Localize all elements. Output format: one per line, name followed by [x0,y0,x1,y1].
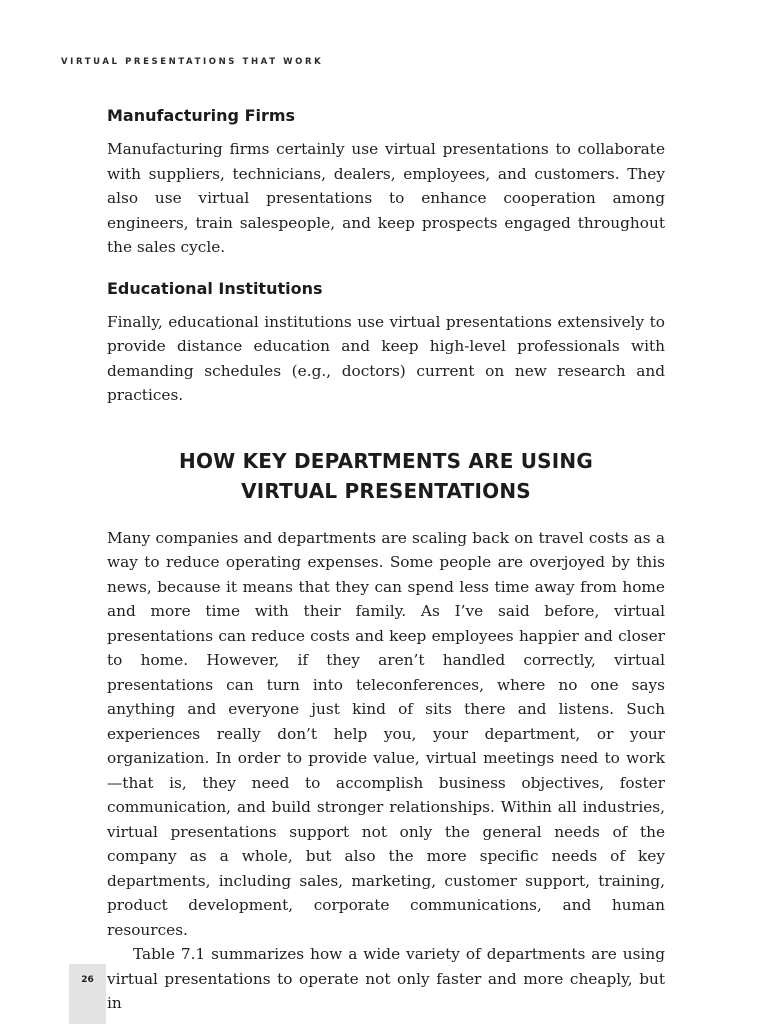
page-number: 26 [81,975,94,985]
manufacturing-paragraph: Manufacturing firms certainly use virtual presentations to collaborate with suppliers, technicians, dealers, employees, and customers. They also use virtual presentations to enhance cooperation among engineers, train salespeople, and keep prospects engaged throughout the sales cycle. [107,140,665,256]
page-number-tab [69,964,106,1024]
educational-heading: Educational Institutions [107,278,323,298]
section-title [107,446,665,506]
manufacturing-heading: Manufacturing Firms [107,106,296,125]
section-title-line-1: HOW KEY DEPARTMENTS ARE USING [179,448,593,473]
running-head: VIRTUAL PRESENTATIONS THAT WORK [61,57,324,67]
body-paragraph: Many companies and departments are scaling back on travel costs as a way to reduce operating expenses. Some people are overjoyed by this news, because it means that they can spend less time away from home and more time with their family. As I’ve said before, virtual presentations can reduce costs and keep employees happier and closer to home. However, if they aren’t handled correctly, virtual presentations can turn into teleconferences, where no one says anything and everyone just kind of sits there and listens. Such experiences really don’t help you, your department, or your organization. In order to provide value, virtual meetings need to work—that is, they need to accomplish business objectives, foster communication, and build stronger relationships. Within all industries, virtual presentations support not only the general needs of the company as a whole, but also the more specific needs of key departments, including sales, marketing, customer support, training, product development, corporate communications, and human resources. [107,528,665,939]
section-title-line-2: VIRTUAL PRESENTATIONS [241,478,531,503]
educational-paragraph: Finally, educational institutions use virtual presentations extensively to provide distance education and keep high-level professionals with demanding schedules (e.g., doctors) current on new research and practices. [107,312,665,404]
body-paragraph: Table 7.1 summarizes how a wide variety of departments are using virtual presentations to operate not only faster and more cheaply, but in [107,945,665,1012]
page-content [107,104,665,1016]
